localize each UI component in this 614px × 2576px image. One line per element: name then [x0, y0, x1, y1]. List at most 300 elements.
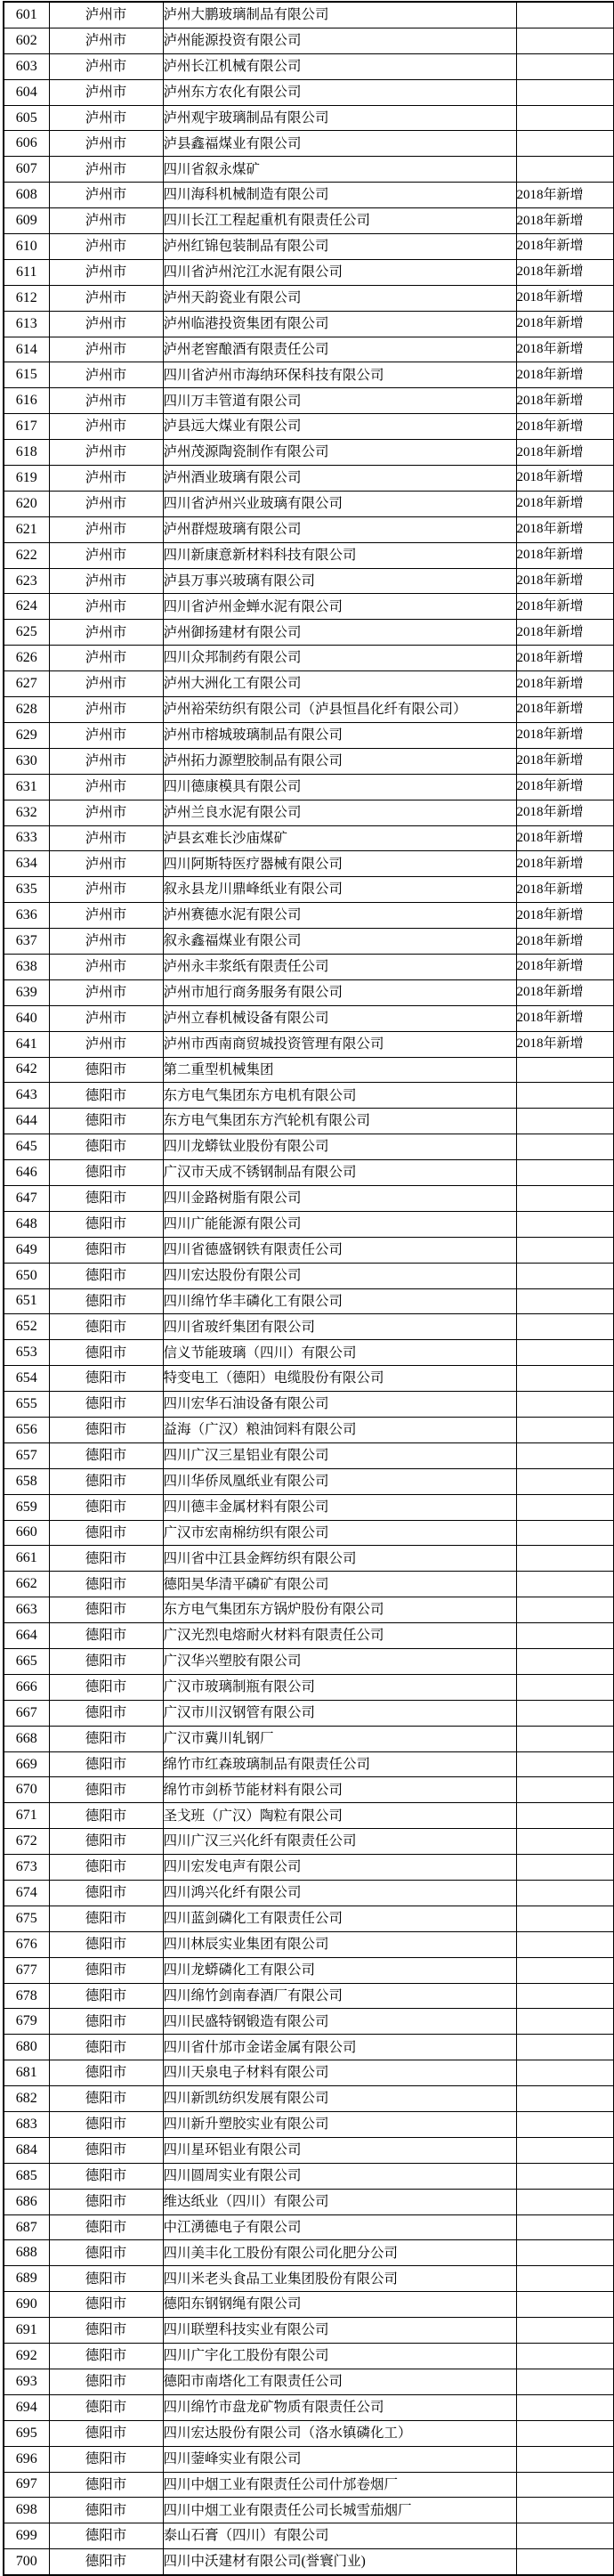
company-name-cell: 四川省什邡市金诺金属有限公司	[163, 2035, 516, 2060]
company-name-cell: 四川新升塑胶实业有限公司	[163, 2112, 516, 2138]
status-cell	[516, 2035, 614, 2060]
row-number-cell: 642	[4, 1057, 49, 1083]
city-cell: 德阳市	[49, 1572, 163, 1597]
status-cell	[516, 2292, 614, 2318]
company-name-cell: 泸县鑫福煤业有限公司	[163, 131, 516, 157]
city-cell: 泸州市	[49, 877, 163, 903]
row-number-cell: 635	[4, 877, 49, 903]
status-cell: 2018年新增	[516, 774, 614, 800]
city-cell: 德阳市	[49, 2035, 163, 2060]
company-name-cell: 四川宏华石油设备有限公司	[163, 1392, 516, 1418]
status-cell: 2018年新增	[516, 748, 614, 774]
status-cell: 2018年新增	[516, 620, 614, 646]
city-cell: 德阳市	[49, 1623, 163, 1649]
company-name-cell: 广汉市冀川轧钢厂	[163, 1726, 516, 1751]
table-row	[4, 620, 614, 646]
company-name-cell: 四川绵竹华丰磷化工有限公司	[163, 1288, 516, 1314]
row-number-cell: 648	[4, 1211, 49, 1237]
table-row	[4, 1957, 614, 1983]
company-name-cell: 泸州市西南商贸城投资管理有限公司	[163, 1031, 516, 1057]
city-cell: 德阳市	[49, 1263, 163, 1288]
company-name-cell: 四川省玻纤集团有限公司	[163, 1314, 516, 1340]
city-cell: 德阳市	[49, 2163, 163, 2189]
table-row	[4, 2318, 614, 2344]
row-number-cell: 684	[4, 2137, 49, 2163]
row-number-cell: 620	[4, 491, 49, 516]
company-name-cell: 圣戈班（广汉）陶粒有限公司	[163, 1803, 516, 1829]
city-cell: 德阳市	[49, 1829, 163, 1855]
table-row	[4, 2369, 614, 2394]
status-cell: 2018年新增	[516, 568, 614, 594]
table-row	[4, 516, 614, 542]
city-cell: 德阳市	[49, 1057, 163, 1083]
city-cell: 泸州市	[49, 516, 163, 542]
status-cell	[516, 1623, 614, 1649]
table-row	[4, 1005, 614, 1031]
city-cell: 德阳市	[49, 2137, 163, 2163]
company-name-cell: 泸州长江机械有限公司	[163, 53, 516, 79]
company-name-cell: 泸州东方农化有限公司	[163, 79, 516, 105]
table-row	[4, 1751, 614, 1777]
table-row	[4, 1314, 614, 1340]
company-name-cell: 泸州大鹏玻璃制品有限公司	[163, 2, 516, 28]
status-cell	[516, 131, 614, 157]
table-row	[4, 1366, 614, 1392]
row-number-cell: 618	[4, 440, 49, 466]
table-row	[4, 774, 614, 800]
city-cell: 德阳市	[49, 1109, 163, 1134]
row-number-cell: 700	[4, 2549, 49, 2575]
company-name-cell: 四川中烟工业有限责任公司什邡卷烟厂	[163, 2472, 516, 2498]
table-row	[4, 208, 614, 234]
table-row	[4, 1160, 614, 1186]
company-name-cell: 四川新凯纺织发展有限公司	[163, 2086, 516, 2112]
city-cell: 泸州市	[49, 131, 163, 157]
city-cell: 泸州市	[49, 979, 163, 1005]
status-cell	[516, 1546, 614, 1572]
city-cell: 德阳市	[49, 2240, 163, 2266]
table-row	[4, 105, 614, 131]
status-cell: 2018年新增	[516, 516, 614, 542]
company-name-cell: 绵竹市剑桥节能材料有限公司	[163, 1777, 516, 1803]
status-cell	[516, 157, 614, 183]
table-row	[4, 954, 614, 979]
table-row	[4, 1572, 614, 1597]
row-number-cell: 639	[4, 979, 49, 1005]
row-number-cell: 660	[4, 1520, 49, 1546]
city-cell: 泸州市	[49, 903, 163, 929]
city-cell: 泸州市	[49, 646, 163, 671]
status-cell: 2018年新增	[516, 979, 614, 1005]
company-name-cell: 特变电工（德阳）电缆股份有限公司	[163, 1366, 516, 1392]
row-number-cell: 603	[4, 53, 49, 79]
company-name-cell: 泸州市榕城玻璃制品有限公司	[163, 722, 516, 748]
city-cell: 泸州市	[49, 491, 163, 516]
company-name-cell: 四川新康意新材料科技有限公司	[163, 542, 516, 568]
table-row	[4, 1597, 614, 1623]
table-row	[4, 466, 614, 492]
row-number-cell: 628	[4, 697, 49, 723]
table-row	[4, 1468, 614, 1494]
status-cell	[516, 2498, 614, 2523]
city-cell: 泸州市	[49, 594, 163, 620]
company-name-cell: 德阳东钢钢绳有限公司	[163, 2292, 516, 2318]
city-cell: 泸州市	[49, 466, 163, 492]
row-number-cell: 692	[4, 2344, 49, 2369]
company-name-cell: 泸州市旭行商务服务有限公司	[163, 979, 516, 1005]
table-row	[4, 542, 614, 568]
city-cell: 德阳市	[49, 1700, 163, 1726]
row-number-cell: 610	[4, 234, 49, 260]
table-row	[4, 388, 614, 414]
city-cell: 德阳市	[49, 1160, 163, 1186]
company-name-cell: 四川海科机械制造有限公司	[163, 183, 516, 208]
company-name-cell: 四川林辰实业集团有限公司	[163, 1931, 516, 1957]
status-cell	[516, 1777, 614, 1803]
company-name-cell: 四川万丰管道有限公司	[163, 388, 516, 414]
status-cell	[516, 1109, 614, 1134]
city-cell: 泸州市	[49, 1005, 163, 1031]
table-row	[4, 1442, 614, 1468]
status-cell	[516, 2318, 614, 2344]
table-row	[4, 851, 614, 877]
row-number-cell: 668	[4, 1726, 49, 1751]
status-cell	[516, 2266, 614, 2292]
row-number-cell: 619	[4, 466, 49, 492]
company-name-cell: 广汉市宏南棉纺织有限公司	[163, 1520, 516, 1546]
status-cell	[516, 1751, 614, 1777]
row-number-cell: 662	[4, 1572, 49, 1597]
city-cell: 泸州市	[49, 53, 163, 79]
company-name-cell: 泸州拓力源塑胶制品有限公司	[163, 748, 516, 774]
city-cell: 德阳市	[49, 1983, 163, 2009]
city-cell: 德阳市	[49, 2060, 163, 2086]
city-cell: 德阳市	[49, 2344, 163, 2369]
row-number-cell: 693	[4, 2369, 49, 2394]
status-cell	[516, 1726, 614, 1751]
row-number-cell: 632	[4, 800, 49, 825]
city-cell: 德阳市	[49, 1674, 163, 1700]
status-cell	[516, 2344, 614, 2369]
company-name-cell: 泸州天韵瓷业有限公司	[163, 285, 516, 311]
status-cell	[516, 1520, 614, 1546]
status-cell: 2018年新增	[516, 183, 614, 208]
status-cell	[516, 2549, 614, 2575]
status-cell: 2018年新增	[516, 954, 614, 979]
row-number-cell: 687	[4, 2214, 49, 2240]
status-cell	[516, 1700, 614, 1726]
city-cell: 德阳市	[49, 1803, 163, 1829]
company-name-cell: 泸州立春机械设备有限公司	[163, 1005, 516, 1031]
company-name-cell: 四川绵竹剑南春酒厂有限公司	[163, 1983, 516, 2009]
status-cell: 2018年新增	[516, 800, 614, 825]
table-row	[4, 337, 614, 362]
status-cell	[516, 2369, 614, 2394]
city-cell: 泸州市	[49, 28, 163, 53]
status-cell: 2018年新增	[516, 851, 614, 877]
row-number-cell: 611	[4, 259, 49, 285]
row-number-cell: 634	[4, 851, 49, 877]
company-name-cell: 四川蓝剑磷化工有限责任公司	[163, 1906, 516, 1931]
table-row	[4, 2472, 614, 2498]
city-cell: 德阳市	[49, 1881, 163, 1906]
row-number-cell: 609	[4, 208, 49, 234]
status-cell: 2018年新增	[516, 697, 614, 723]
row-number-cell: 671	[4, 1803, 49, 1829]
row-number-cell: 675	[4, 1906, 49, 1931]
city-cell: 泸州市	[49, 929, 163, 955]
company-name-cell: 中江湧德电子有限公司	[163, 2214, 516, 2240]
row-number-cell: 645	[4, 1134, 49, 1160]
row-number-cell: 659	[4, 1494, 49, 1520]
row-number-cell: 649	[4, 1237, 49, 1263]
company-name-cell: 四川美丰化工股份有限公司化肥分公司	[163, 2240, 516, 2266]
table-row	[4, 2, 614, 28]
row-number-cell: 670	[4, 1777, 49, 1803]
status-cell	[516, 1185, 614, 1211]
status-cell: 2018年新增	[516, 440, 614, 466]
city-cell: 德阳市	[49, 1855, 163, 1881]
table-row	[4, 1263, 614, 1288]
status-cell	[516, 1288, 614, 1314]
status-cell	[516, 53, 614, 79]
row-number-cell: 640	[4, 1005, 49, 1031]
company-name-cell: 东方电气集团东方汽轮机有限公司	[163, 1109, 516, 1134]
table-row	[4, 53, 614, 79]
company-name-cell: 四川德丰金属材料有限公司	[163, 1494, 516, 1520]
company-name-cell: 四川中沃建材有限公司(誉寰门业)	[163, 2549, 516, 2575]
city-cell: 德阳市	[49, 1468, 163, 1494]
status-cell	[516, 1494, 614, 1520]
table-row	[4, 79, 614, 105]
status-cell	[516, 2523, 614, 2549]
row-number-cell: 672	[4, 1829, 49, 1855]
company-name-cell: 泸州永丰浆纸有限责任公司	[163, 954, 516, 979]
city-cell: 德阳市	[49, 2498, 163, 2523]
status-cell	[516, 1957, 614, 1983]
table-row	[4, 1288, 614, 1314]
city-cell: 德阳市	[49, 2369, 163, 2394]
row-number-cell: 646	[4, 1160, 49, 1186]
city-cell: 德阳市	[49, 2394, 163, 2420]
company-name-cell: 四川鸿兴化纤有限公司	[163, 1881, 516, 1906]
table-row	[4, 1211, 614, 1237]
status-cell	[516, 79, 614, 105]
table-row	[4, 2420, 614, 2446]
status-cell: 2018年新增	[516, 466, 614, 492]
row-number-cell: 674	[4, 1881, 49, 1906]
row-number-cell: 602	[4, 28, 49, 53]
status-cell: 2018年新增	[516, 671, 614, 697]
row-number-cell: 612	[4, 285, 49, 311]
table-row	[4, 2214, 614, 2240]
company-name-cell: 泸县玄难长沙庙煤矿	[163, 825, 516, 851]
city-cell: 泸州市	[49, 542, 163, 568]
city-cell: 泸州市	[49, 157, 163, 183]
status-cell	[516, 1855, 614, 1881]
company-name-cell: 泸州裕荣纺织有限公司（泸县恒昌化纤有限公司）	[163, 697, 516, 723]
row-number-cell: 627	[4, 671, 49, 697]
table-row	[4, 1906, 614, 1931]
table-row	[4, 1726, 614, 1751]
row-number-cell: 679	[4, 2009, 49, 2035]
status-cell	[516, 1211, 614, 1237]
city-cell: 德阳市	[49, 1777, 163, 1803]
table-row	[4, 2163, 614, 2189]
company-name-cell: 泸州大洲化工有限公司	[163, 671, 516, 697]
city-cell: 泸州市	[49, 748, 163, 774]
row-number-cell: 647	[4, 1185, 49, 1211]
company-name-cell: 泸州老窖酿酒有限责任公司	[163, 337, 516, 362]
table-row	[4, 1700, 614, 1726]
company-name-cell: 四川省泸州市海纳环保科技有限公司	[163, 362, 516, 388]
city-cell: 泸州市	[49, 105, 163, 131]
table-row	[4, 2112, 614, 2138]
company-name-cell: 泸州群煜玻璃有限公司	[163, 516, 516, 542]
row-number-cell: 623	[4, 568, 49, 594]
table-row	[4, 2240, 614, 2266]
table-row	[4, 594, 614, 620]
company-name-cell: 广汉光烈电熔耐火材料有限责任公司	[163, 1623, 516, 1649]
city-cell: 泸州市	[49, 1031, 163, 1057]
status-cell	[516, 2009, 614, 2035]
status-cell	[516, 2, 614, 28]
table-row	[4, 440, 614, 466]
company-name-cell: 四川德康模具有限公司	[163, 774, 516, 800]
status-cell	[516, 1572, 614, 1597]
city-cell: 德阳市	[49, 1751, 163, 1777]
company-name-cell: 泸县万事兴玻璃有限公司	[163, 568, 516, 594]
status-cell	[516, 1931, 614, 1957]
table-row	[4, 979, 614, 1005]
row-number-cell: 638	[4, 954, 49, 979]
city-cell: 德阳市	[49, 1649, 163, 1675]
city-cell: 泸州市	[49, 851, 163, 877]
table-row	[4, 1057, 614, 1083]
row-number-cell: 695	[4, 2420, 49, 2446]
city-cell: 德阳市	[49, 1392, 163, 1418]
row-number-cell: 633	[4, 825, 49, 851]
row-number-cell: 613	[4, 311, 49, 337]
status-cell: 2018年新增	[516, 285, 614, 311]
table-row	[4, 1983, 614, 2009]
status-cell: 2018年新增	[516, 208, 614, 234]
row-number-cell: 622	[4, 542, 49, 568]
table-row	[4, 2394, 614, 2420]
status-cell	[516, 1083, 614, 1109]
status-cell	[516, 1314, 614, 1340]
status-cell	[516, 1442, 614, 1468]
company-name-cell: 四川民盛特钢锻造有限公司	[163, 2009, 516, 2035]
status-cell	[516, 2086, 614, 2112]
city-cell: 德阳市	[49, 2472, 163, 2498]
status-cell	[516, 1392, 614, 1418]
row-number-cell: 683	[4, 2112, 49, 2138]
table-row	[4, 2498, 614, 2523]
company-name-cell: 叙永鑫福煤业有限公司	[163, 929, 516, 955]
table-row	[4, 697, 614, 723]
status-cell: 2018年新增	[516, 722, 614, 748]
company-name-cell: 泸州红锦包装制品有限公司	[163, 234, 516, 260]
company-name-cell: 四川龙蟒磷化工有限公司	[163, 1957, 516, 1983]
table-row	[4, 1881, 614, 1906]
table-row	[4, 1109, 614, 1134]
city-cell: 德阳市	[49, 1288, 163, 1314]
table-row	[4, 568, 614, 594]
company-name-cell: 广汉市川汉钢管有限公司	[163, 1700, 516, 1726]
row-number-cell: 631	[4, 774, 49, 800]
row-number-cell: 606	[4, 131, 49, 157]
company-name-cell: 四川省泸州沱江水泥有限公司	[163, 259, 516, 285]
company-name-cell: 四川宏发电声有限公司	[163, 1855, 516, 1881]
city-cell: 德阳市	[49, 1494, 163, 1520]
row-number-cell: 601	[4, 2, 49, 28]
row-number-cell: 643	[4, 1083, 49, 1109]
table-row	[4, 748, 614, 774]
company-name-cell: 四川星环铝业有限公司	[163, 2137, 516, 2163]
company-name-cell: 泸州酒业玻璃有限公司	[163, 466, 516, 492]
city-cell: 德阳市	[49, 1211, 163, 1237]
row-number-cell: 629	[4, 722, 49, 748]
status-cell	[516, 2137, 614, 2163]
city-cell: 德阳市	[49, 2446, 163, 2472]
status-cell: 2018年新增	[516, 877, 614, 903]
row-number-cell: 663	[4, 1597, 49, 1623]
table-row	[4, 2549, 614, 2575]
row-number-cell: 655	[4, 1392, 49, 1418]
table-row	[4, 825, 614, 851]
city-cell: 泸州市	[49, 440, 163, 466]
status-cell: 2018年新增	[516, 388, 614, 414]
status-cell: 2018年新增	[516, 337, 614, 362]
table-row	[4, 2137, 614, 2163]
company-name-cell: 德阳昊华清平磷矿有限公司	[163, 1572, 516, 1597]
status-cell: 2018年新增	[516, 491, 614, 516]
table-row	[4, 1340, 614, 1366]
company-name-cell: 泸州临港投资集团有限公司	[163, 311, 516, 337]
row-number-cell: 614	[4, 337, 49, 362]
city-cell: 泸州市	[49, 183, 163, 208]
city-cell: 泸州市	[49, 259, 163, 285]
company-name-cell: 四川龙蟒钛业股份有限公司	[163, 1134, 516, 1160]
status-cell: 2018年新增	[516, 1005, 614, 1031]
status-cell: 2018年新增	[516, 929, 614, 955]
table-row	[4, 2523, 614, 2549]
city-cell: 德阳市	[49, 1931, 163, 1957]
company-name-cell: 四川阿斯特医疗器械有限公司	[163, 851, 516, 877]
row-number-cell: 686	[4, 2189, 49, 2214]
row-number-cell: 607	[4, 157, 49, 183]
status-cell	[516, 1237, 614, 1263]
row-number-cell: 617	[4, 414, 49, 440]
status-cell	[516, 2189, 614, 2214]
table-row	[4, 2035, 614, 2060]
status-cell	[516, 1263, 614, 1288]
row-number-cell: 682	[4, 2086, 49, 2112]
status-cell: 2018年新增	[516, 825, 614, 851]
table-row	[4, 311, 614, 337]
table-row	[4, 1546, 614, 1572]
company-name-cell: 四川圆周实业有限公司	[163, 2163, 516, 2189]
city-cell: 泸州市	[49, 388, 163, 414]
row-number-cell: 688	[4, 2240, 49, 2266]
city-cell: 泸州市	[49, 337, 163, 362]
city-cell: 泸州市	[49, 311, 163, 337]
status-cell	[516, 28, 614, 53]
table-row	[4, 2060, 614, 2086]
city-cell: 德阳市	[49, 1314, 163, 1340]
company-name-cell: 四川联塑科技实业有限公司	[163, 2318, 516, 2344]
